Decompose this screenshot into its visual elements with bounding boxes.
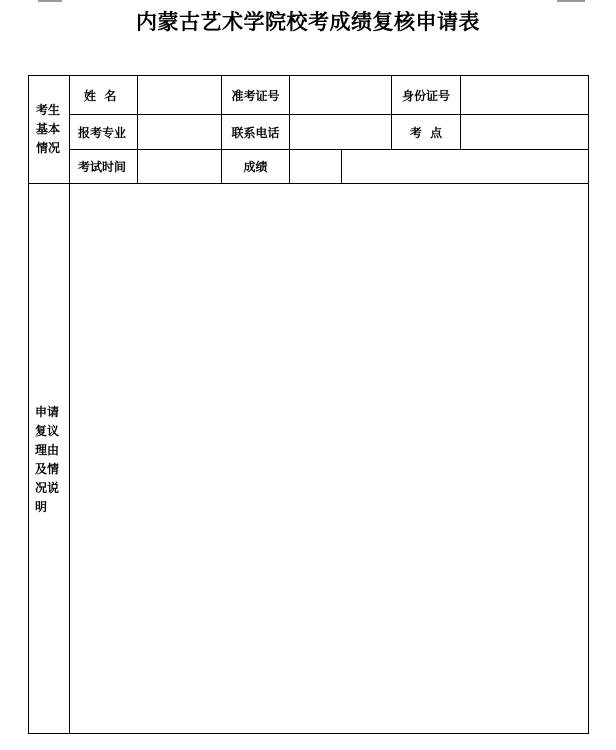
blank-cell [342, 150, 588, 183]
top-mark-right [557, 0, 585, 2]
exam-site-field[interactable] [461, 115, 588, 149]
label-phone: 联系电话 [231, 125, 280, 140]
label-score: 成绩 [243, 160, 268, 174]
label-exam-id: 准考证号 [231, 88, 280, 103]
score-field[interactable] [290, 150, 341, 183]
reason-text-area[interactable] [70, 184, 588, 733]
id-number-field[interactable] [461, 76, 588, 114]
exam-time-field[interactable] [138, 150, 221, 183]
name-field[interactable] [138, 76, 221, 114]
major-field[interactable] [138, 115, 221, 149]
label-major: 报考专业 [78, 125, 127, 140]
exam-id-field[interactable] [290, 76, 391, 114]
label-name: 姓 名 [84, 88, 117, 103]
label-id-number: 身份证号 [401, 88, 450, 103]
form-title: 内蒙古艺术学院校考成绩复核申请表 [136, 9, 480, 34]
section-label-reason: 申请 复议 理由 及情 况说 明 [35, 405, 60, 514]
label-exam-time: 考试时间 [78, 160, 127, 174]
top-mark-left [38, 0, 62, 2]
section-label-basic-info: 考生 基本 情况 [36, 103, 61, 155]
label-exam-site: 考 点 [409, 125, 443, 140]
phone-field[interactable] [290, 115, 391, 149]
